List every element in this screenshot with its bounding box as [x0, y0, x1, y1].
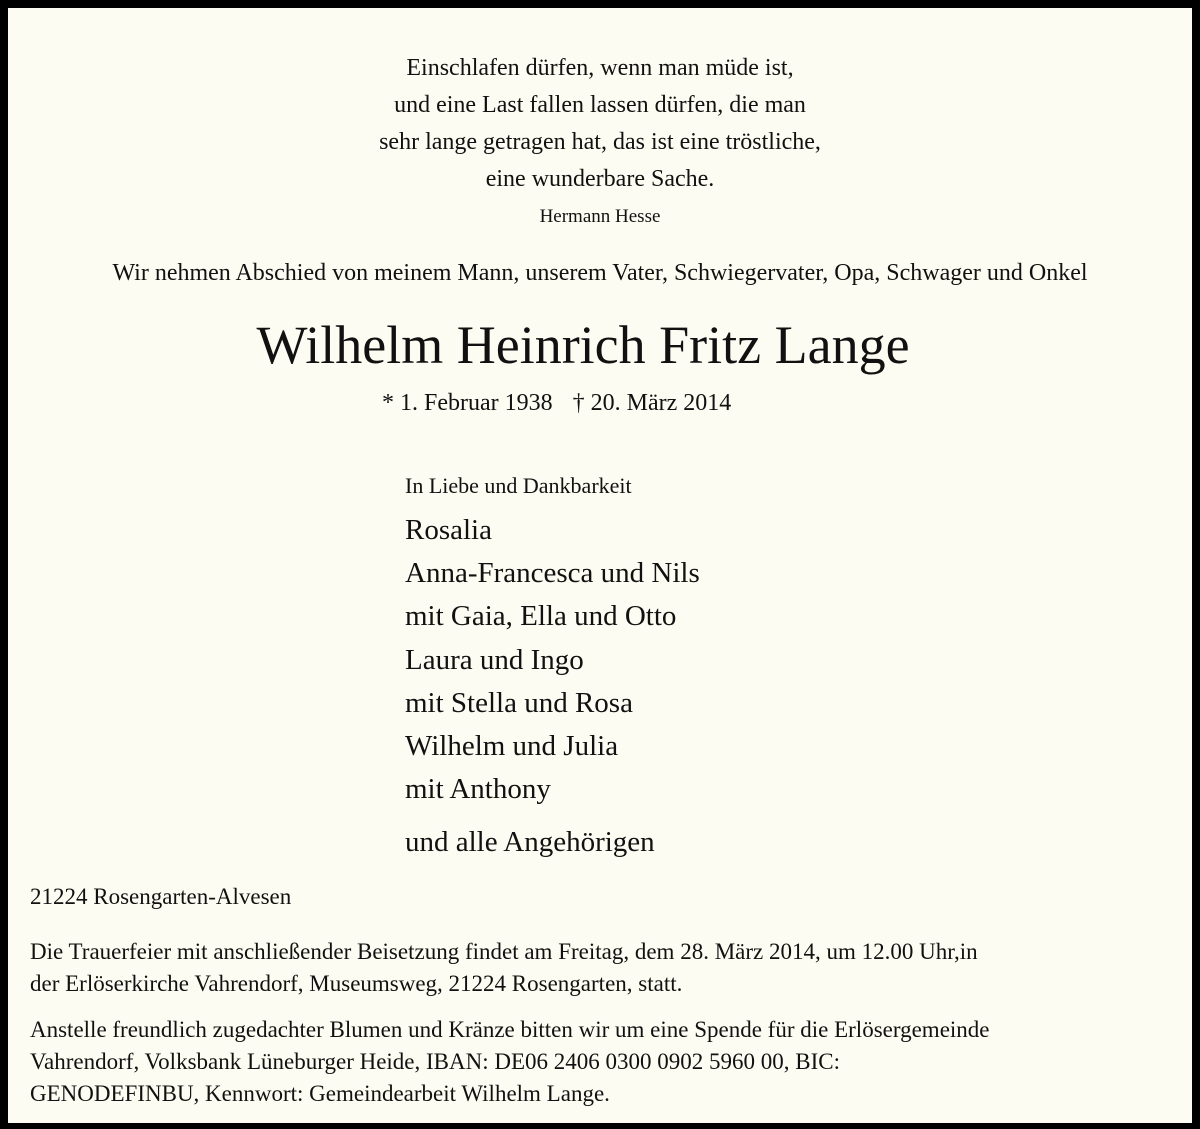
deceased-name: Wilhelm Heinrich Fritz Lange [256, 315, 910, 375]
donation-request [30, 1014, 1180, 1110]
quote-author: Hermann Hesse [539, 206, 661, 227]
quote-line: eine wunderbare Sache. [485, 166, 715, 192]
mourner-entry: mit Gaia, Ella und Otto [405, 600, 677, 633]
quote-line: Einschlafen dürfen, wenn man müde ist, [406, 55, 794, 81]
mourner-entry: Anna-Francesca und Nils [405, 557, 700, 590]
service-line: der Erlöserkirche Vahrendorf, Museumsweg, 21224 Rosengarten, statt. [30, 971, 683, 996]
quote-line: sehr lange getragen hat, das ist eine tröstliche, [379, 129, 821, 155]
mourners-heading: In Liebe und Dankbarkeit [405, 473, 632, 498]
birth-date: * 1. Februar 1938 [382, 390, 553, 416]
mourner-entry: Rosalia [405, 514, 492, 546]
service-line: Die Trauerfeier mit anschließender Beisetzung findet am Freitag, dem 28. März 2014, um 12.00 Uhr,in [30, 939, 978, 964]
mourners-closing: und alle Angehörigen [405, 826, 655, 858]
donation-line: Anstelle freundlich zugedachter Blumen und Kränze bitten wir um eine Spende für die Erlösergemeinde [30, 1017, 990, 1042]
quote [8, 50, 1192, 198]
donation-line: GENODEFINBU, Kennwort: Gemeindearbeit Wilhelm Lange. [30, 1081, 610, 1106]
quote-line: und eine Last fallen lassen dürfen, die man [394, 92, 806, 118]
family-address: 21224 Rosengarten-Alvesen [30, 884, 292, 909]
mourner-entry: mit Stella und Rosa [405, 686, 633, 719]
mourner-entry: Laura und Ingo [405, 643, 584, 676]
death-date: † 20. März 2014 [572, 390, 732, 416]
donation-line: Vahrendorf, Volksbank Lüneburger Heide, IBAN: DE06 2406 0300 0902 5960 00, BIC: [30, 1049, 841, 1074]
funeral-service-info [30, 936, 1180, 1000]
mourner-entry: mit Anthony [405, 773, 551, 806]
mourners-list [405, 509, 700, 811]
obituary-notice [6, 6, 1194, 1125]
mourner-entry: Wilhelm und Julia [405, 730, 619, 763]
life-dates [382, 386, 731, 420]
farewell-intro: Wir nehmen Abschied von meinem Mann, unserem Vater, Schwiegervater, Opa, Schwager und Onkel [112, 260, 1088, 286]
